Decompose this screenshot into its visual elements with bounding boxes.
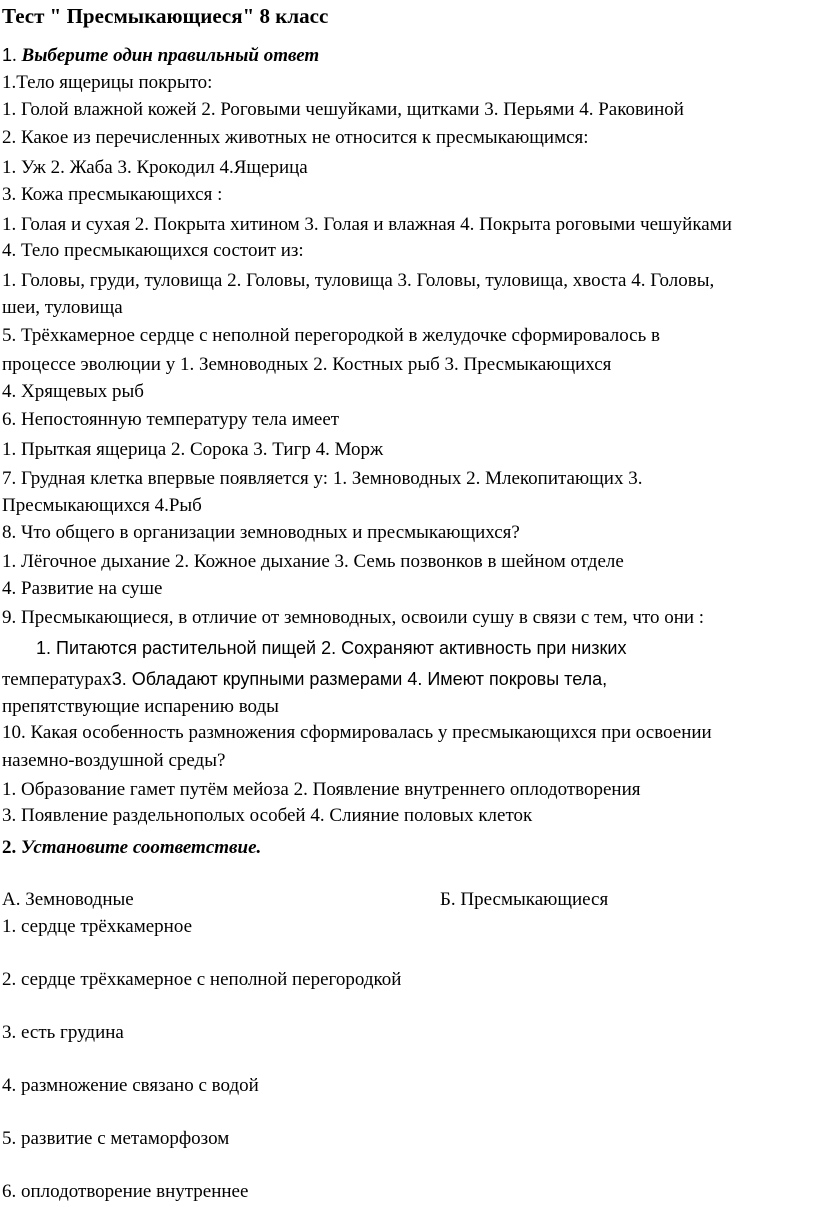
match-item: 4. размножение связано с водой [2,1075,259,1096]
question-6-answers: 1. Прыткая ящерица 2. Сорока 3. Тигр 4. Морж [2,439,384,460]
question-9-answers-line-2-sans: 3. Обладают крупными размерами 4. Имеют покровы тела, [111,669,608,689]
match-item: 6. оплодотворение внутреннее [2,1181,249,1202]
question-5-line-2: процессе эволюции у 1. Земноводных 2. Костных рыб 3. Пресмыкающихся [2,354,612,375]
match-item: 5. развитие с метаморфозом [2,1128,230,1149]
section-2-title: Установите соответствие. [21,837,262,858]
match-column-a: А. Земноводные [2,889,134,910]
section-1-title: Выберите один правильный ответ [21,45,320,66]
match-item: 1. сердце трёхкамерное [2,916,192,937]
section-1-number: 1 [2,45,13,65]
section-1-heading [2,44,319,67]
match-item: 2. сердце трёхкамерное с неполной перегородкой [2,969,402,990]
question-4-answers-line-1: 1. Головы, груди, туловища 2. Головы, туловища 3. Головы, туловища, хвоста 4. Головы, [2,270,715,291]
question-1-answers: 1. Голой влажной кожей 2. Роговыми чешуйками, щитками 3. Перьями 4. Раковиной [2,99,684,120]
match-column-b: Б. Пресмыкающиеся [440,889,609,910]
question-1: 1.Тело ящерицы покрыто: [2,72,213,93]
section-2-heading [2,837,261,859]
question-6: 6. Непостоянную температуру тела имеет [2,409,340,430]
question-8-answers-line-1: 1. Лёгочное дыхание 2. Кожное дыхание 3. Семь позвонков в шейном отделе [2,551,624,572]
question-10-answers-line-2: 3. Появление раздельнополых особей 4. Слияние половых клеток [2,805,533,826]
question-3-answers: 1. Голая и сухая 2. Покрыта хитином 3. Голая и влажная 4. Покрыта роговыми чешуйками [2,214,732,235]
question-10-answers-line-1: 1. Образование гамет путём мейоза 2. Появление внутреннего оплодотворения [2,779,641,800]
question-9-answers-line-3: препятствующие испарению воды [2,696,279,717]
question-9: 9. Пресмыкающиеся, в отличие от земноводных, освоили сушу в связи с тем, что они : [2,607,705,628]
question-8: 8. Что общего в организации земноводных и пресмыкающихся? [2,522,520,543]
question-9-answers-line-2-serif: температурах [2,669,112,690]
question-4-answers-line-2: шеи, туловища [2,297,123,318]
match-columns-header [2,889,802,911]
question-5-line-1: 5. Трёхкамерное сердце с неполной перегородкой в желудочке сформировалось в [2,325,660,346]
question-7-line-1: 7. Грудная клетка впервые появляется у: 1. Земноводных 2. Млекопитающих 3. [2,468,643,489]
question-5-line-3: 4. Хрящевых рыб [2,381,144,402]
page-title: Тест " Пресмыкающиеся" 8 класс [2,4,329,28]
question-4: 4. Тело пресмыкающихся состоит из: [2,240,304,261]
section-1-dot: . [12,45,22,66]
question-8-answers-line-2: 4. Развитие на суше [2,578,163,599]
question-2-answers: 1. Уж 2. Жаба 3. Крокодил 4.Ящерица [2,157,308,178]
question-10-line-1: 10. Какая особенность размножения сформировалась у пресмыкающихся при освоении [2,722,712,743]
section-2-dot: . [11,837,21,858]
question-9-answers-line-2 [2,668,607,691]
question-9-answers-line-1: 1. Питаются растительной пищей 2. Сохраняют активность при низких [36,638,627,658]
question-7-line-2: Пресмыкающихся 4.Рыб [2,495,202,516]
question-2: 2. Какое из перечисленных животных не относится к пресмыкающимся: [2,127,589,148]
question-3: 3. Кожа пресмыкающихся : [2,184,223,205]
question-10-line-2: наземно-воздушной среды? [2,750,226,771]
section-2-number: 2 [2,837,12,858]
match-item: 3. есть грудина [2,1022,124,1043]
